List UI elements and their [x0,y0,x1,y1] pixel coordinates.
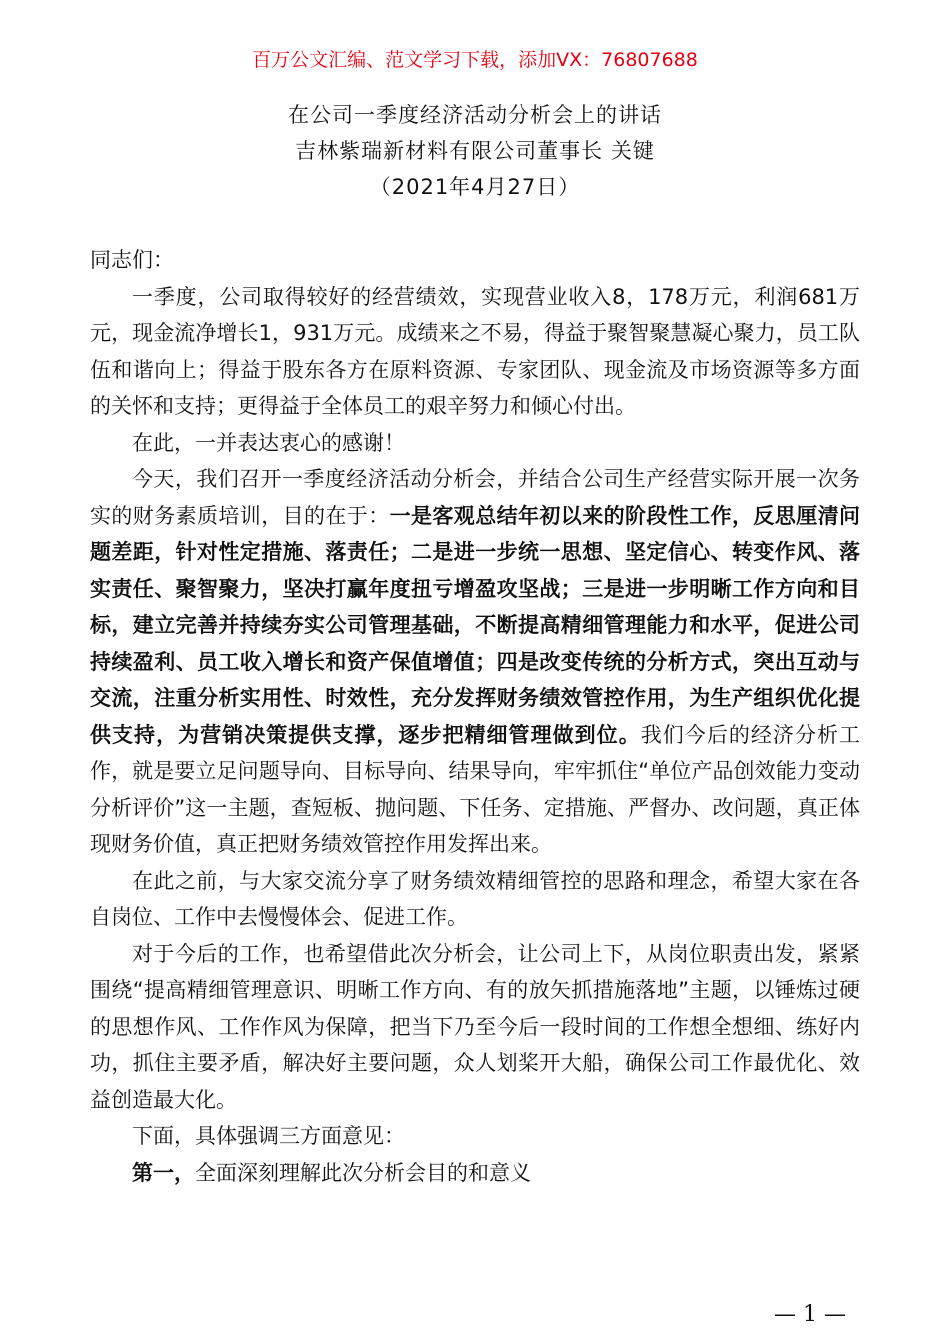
purpose-lead-text: 今天，我们召开一季度经济活动分析会，并结合公司生产经营实际开展一次务实的财务素质培训，目的在于： [90,467,860,528]
purpose-tail-text: 我们今后的经济分析工作，就是要立足问题导向、目标导向、结果导向，牢牢抓住“单位产品创效能力变动分析评价”这一主题，查短板、抛问题、下任务、定措施、严督办、改问题，真正体现财务价值，真正把财务绩效管控作用发挥出来。 [90,722,860,856]
document-header [0,97,950,205]
document-title: 在公司一季度经济活动分析会上的讲话 [288,103,662,127]
paragraph-thanks: 在此，一并表达衷心的感谢！ [132,430,405,455]
paragraph-sharing: 在此之前，与大家交流分享了财务绩效精细管控的思路和理念，希望大家在各自岗位、工作中去慢慢体会、促进工作。 [90,868,860,929]
paragraph-performance: 一季度，公司取得较好的经营绩效，实现营业收入8，178万元，利润681万元，现金流净增长1，931万元。成绩来之不易，得益于聚智聚慧凝心聚力，员工队伍和谐向上；得益于股东各方在原料资源、专家团队、现金流及市场资源等多方面的关怀和支持；更得益于全体员工的艰辛努力和倾心付出。 [90,284,860,418]
document-body [90,242,860,1191]
paragraph-future-work: 对于今后的工作，也希望借此次分析会，让公司上下，从岗位职责出发，紧紧围绕“提高精细管理意识、明晰工作方向、有的放矢抓措施落地”主题，以锤炼过硬的思想作风、工作作风为保障，把当下乃至今后一段时间的工作想全想细、练好内功，抓住主要矛盾，解决好主要问题，众人划桨开大船，确保公司工作最优化、效益创造最大化。 [90,941,860,1112]
speech-date: （2021年4月27日） [369,175,581,199]
salutation: 同志们： [90,248,174,272]
section-heading-text: 全面深刻理解此次分析会目的和意义 [195,1160,531,1185]
section-heading-first [90,1155,860,1192]
watermark-banner: 百万公文汇编、范文学习下载，添加VX：76807688 [252,49,698,71]
paragraph-three-points: 下面，具体强调三方面意见： [132,1124,405,1148]
section-ordinal: 第一， [132,1160,195,1185]
purpose-bold-text: 一是客观总结年初以来的阶段性工作，反思厘清问题差距，针对性定措施、落责任；二是进一步统一思想、坚定信心、转变作风、落实责任、聚智聚力，坚决打赢年度扭亏增盈攻坚战；三是进一步明晰工作方向和目标，建立完善并持续夯实公司管理基础，不断提高精细管理能力和水平，促进公司持续盈利、员工收入增长和资产保值增值；四是改变传统的分析方式，突出互动与交流，注重分析实用性、时效性，充分发挥财务绩效管控作用，为生产组织优化提供支持，为营销决策提供支撑，逐步把精细管理做到位。 [90,503,861,747]
paragraph-meeting-purpose [90,461,860,863]
page-number: — 1 — [774,1302,846,1327]
speaker-line: 吉林紫瑞新材料有限公司董事长 关键 [295,139,655,163]
